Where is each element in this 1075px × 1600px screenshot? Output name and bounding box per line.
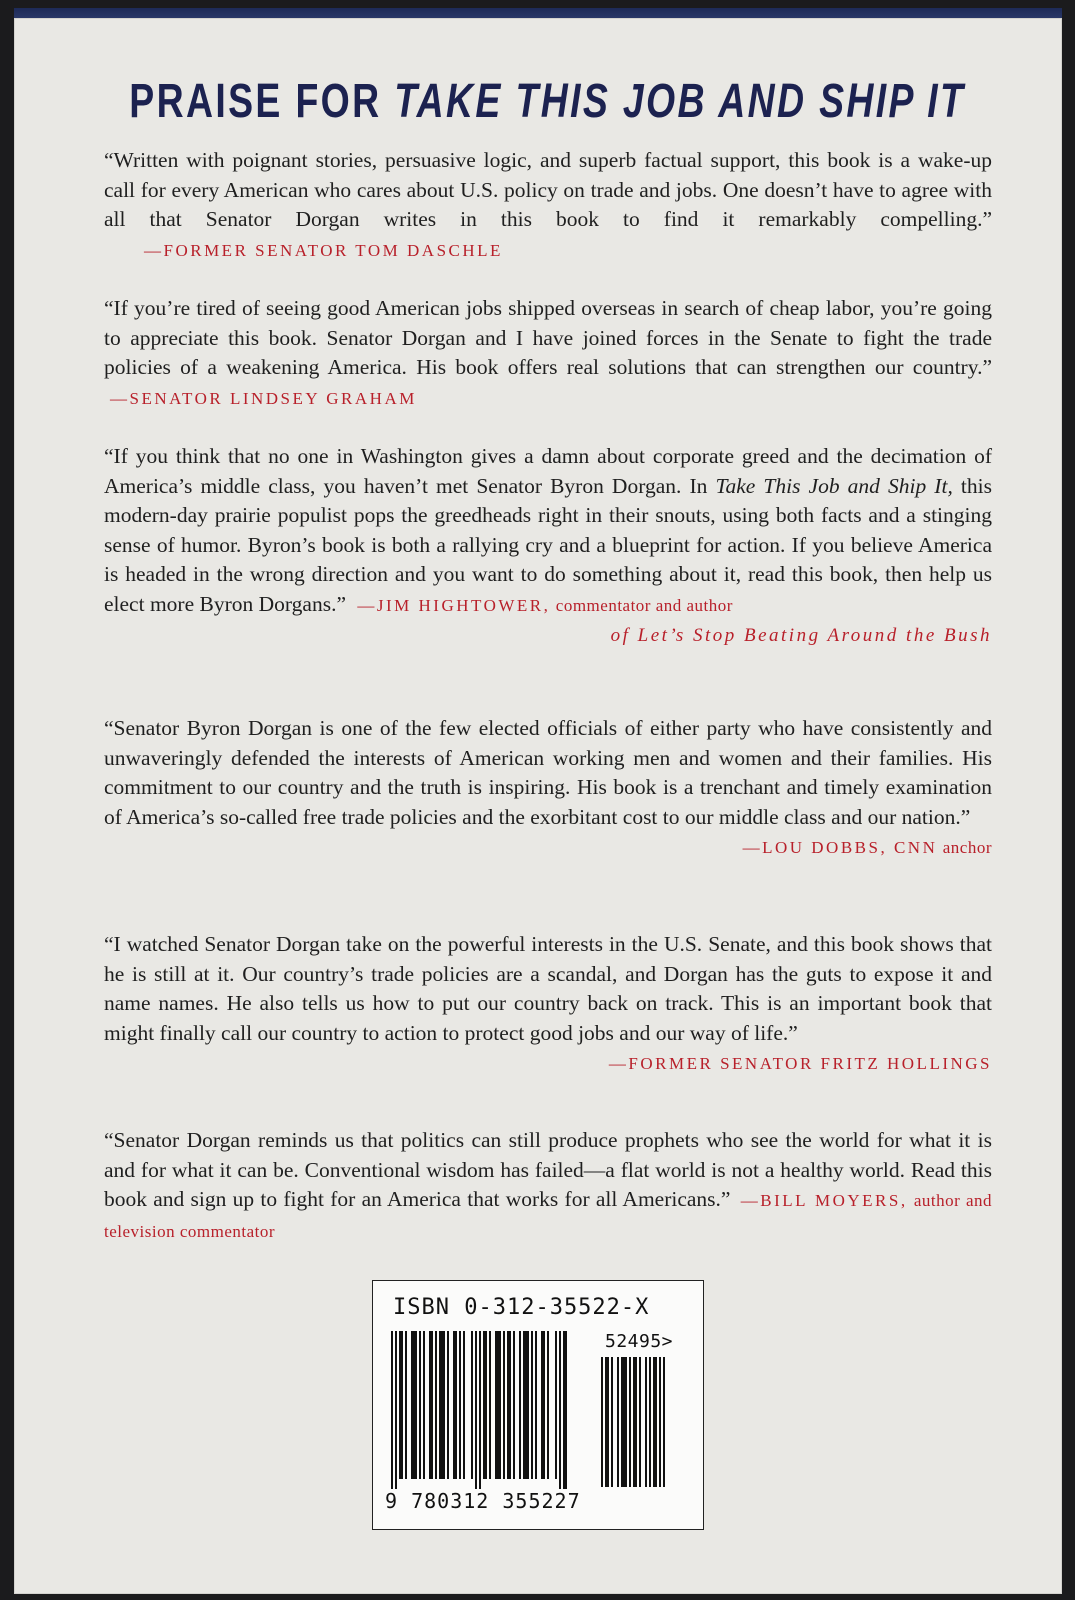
- blurb-dobbs: [104, 714, 992, 863]
- attribution-role: author and television commentator: [104, 1191, 992, 1241]
- quote-text: “Senator Byron Dorgan is one of the few elected officials of either party who have consistently and unwaveringly defended the interests of American working men and women and their families. His commitment to our country and the truth is inspiring. His book is a trenchant and timely examination of America’s so-called free trade policies and the exorbitant cost to our middle class and our nation.”: [104, 716, 992, 829]
- title-prefix: PRAISE FOR: [129, 75, 395, 128]
- ean-digits: 9 780312 355227: [385, 1489, 581, 1513]
- attribution-role: anchor: [942, 838, 992, 857]
- attribution-name: —BILL MOYERS,: [740, 1191, 908, 1210]
- blurb-graham: [104, 294, 992, 413]
- attribution-work: Let’s Stop Beating Around the Bush: [637, 625, 992, 646]
- attribution: —SENATOR LINDSEY GRAHAM: [110, 388, 417, 408]
- quote-text: “If you’re tired of seeing good American jobs shipped overseas in search of cheap labor, you’re going to appreciate this book. Senator Dorgan and I have joined forces in the Senate to fight the trade policies of a weakening America. His book offers real solutions that can strengthen our country.”: [104, 296, 992, 379]
- attribution-name: —LOU DOBBS, CNN: [742, 838, 938, 857]
- book-title: TAKE THIS JOB AND SHIP IT: [394, 75, 966, 128]
- blurb-daschle: [104, 146, 992, 265]
- isbn-number: ISBN 0-312-35522-X: [393, 1295, 650, 1320]
- attribution-of: of: [610, 625, 638, 646]
- quote-text: “Written with poignant stories, persuasive logic, and superb factual support, this book is a wake-up call for every American who cares about U.S. policy on trade and jobs. One doesn’t have to agree with all that Senator Dorgan writes in this book to find it remarkably compelling.”: [104, 148, 992, 231]
- attribution: —FORMER SENATOR FRITZ HOLLINGS: [608, 1054, 992, 1073]
- blurb-moyers: [104, 1126, 992, 1246]
- blurb-hightower: [104, 442, 992, 651]
- quote-text-rest: this modern-day prairie populist pops the greedheads right in their snouts, using both facts and a stinging sense of humor. Byron’s book is both a rallying cry and a blueprint for action. If you believe America is headed in the wrong direction and you want to do something about it, read this book, then help us elect more Byron Dorgans.”: [104, 473, 992, 616]
- blurb-hollings: [104, 930, 992, 1079]
- quote-text: “Senator Dorgan reminds us that politics can still produce prophets who see the world for what it is and for what it can be. Conventional wisdom has failed—a flat world is not a healthy world. Read this book and sign up to fight for an America that works for all Americans.”: [104, 1128, 992, 1211]
- ean-barcode-bars: [391, 1331, 595, 1489]
- attribution: —FORMER SENATOR TOM DASCHLE: [144, 240, 503, 260]
- quote-text: “If you think that no one in Washington gives a damn about corporate greed and the decimation of America’s middle class, you haven’t met Senator Byron Dorgan. In: [104, 444, 992, 498]
- isbn-barcode: [372, 1280, 704, 1530]
- attribution-role: commentator and author: [555, 595, 733, 615]
- book-back-cover: [14, 18, 1062, 1594]
- quote-text: “I watched Senator Dorgan take on the powerful interests in the U.S. Senate, and this book shows that he is still at it. Our country’s trade policies are a scandal, and Dorgan has the guts to expose it and name names. He also tells us how to put our country back on track. This is an important book that might finally call our country to action to protect good jobs and our way of life.”: [104, 932, 992, 1045]
- price-code: 52495>: [605, 1331, 674, 1352]
- attribution-name: —JIM HIGHTOWER,: [357, 595, 551, 615]
- page-title: [129, 74, 966, 129]
- quote-book-title: Take This Job and Ship It,: [715, 473, 953, 498]
- addon-barcode-bars: [601, 1357, 687, 1489]
